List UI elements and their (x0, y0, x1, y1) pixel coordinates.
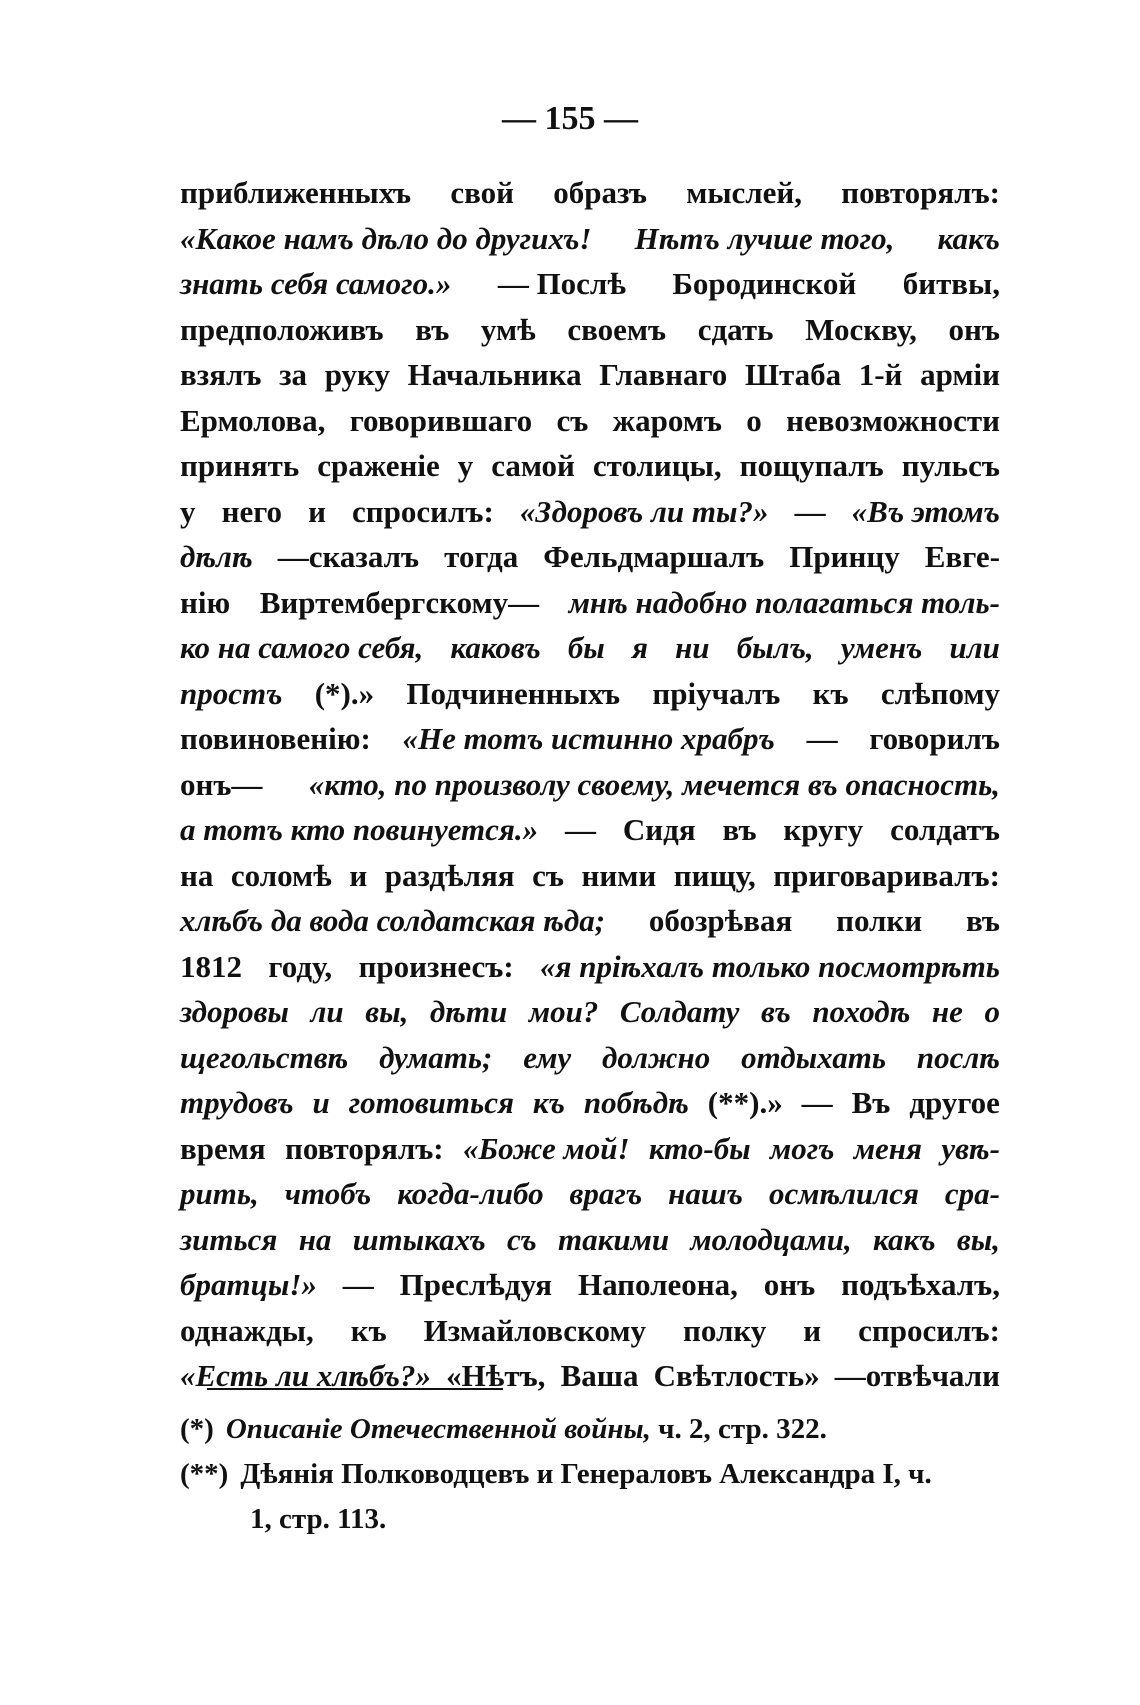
word: него (221, 493, 283, 529)
word: ему (523, 1039, 572, 1075)
word: другое (909, 1085, 1000, 1120)
word: — Послѣ (497, 266, 626, 301)
text-line (180, 489, 1000, 535)
word: Въ (851, 1085, 891, 1120)
word: Сидя (622, 812, 696, 847)
word: вы, (365, 994, 409, 1029)
text-line (180, 398, 1000, 444)
word: Москву, (805, 311, 917, 347)
word: съ (507, 1221, 537, 1257)
text-line (180, 898, 1000, 944)
word: невозможности (786, 402, 1000, 438)
word: кругу (783, 812, 864, 847)
word: въ (415, 311, 450, 347)
word: своемъ (567, 311, 667, 347)
word: «Въ этомъ (851, 493, 1000, 529)
word: Солдату (619, 994, 740, 1029)
word: ли (310, 994, 344, 1029)
text-line (180, 807, 1000, 853)
text-line (180, 443, 1000, 489)
word: чтобъ (284, 1176, 372, 1211)
word: Ермолова, (180, 402, 326, 438)
word: приговаривалъ: (773, 857, 1000, 893)
word: произнесъ: (358, 948, 514, 984)
word: сраженіе (317, 448, 440, 483)
word: 1-й (858, 357, 903, 392)
word: къ (812, 675, 849, 711)
word: Евге- (924, 539, 1000, 574)
word: увѣ- (941, 1130, 1000, 1166)
word: или (949, 630, 1000, 665)
word: подъѣхалъ, (841, 1267, 1000, 1302)
word: приближенныхъ (180, 175, 412, 210)
word: онъ (948, 311, 1000, 347)
word: о (984, 994, 1000, 1029)
word: предположивъ (180, 311, 384, 347)
word: —сказалъ (277, 539, 420, 574)
word: пульсъ (901, 448, 1000, 483)
word: «я пріѣхалъ только посмотрѣть (540, 948, 1000, 984)
word: Преслѣдуя (399, 1267, 553, 1302)
word: полки (836, 903, 923, 938)
word: Ваша (560, 1358, 639, 1393)
word: и (312, 1085, 330, 1120)
text-line (180, 944, 1000, 990)
word: —отвѣчали (834, 1358, 1000, 1393)
word: и (803, 1312, 822, 1348)
text-line (180, 853, 1000, 899)
text-line (180, 671, 1000, 717)
text-line (180, 1308, 1000, 1354)
word: былъ, (736, 630, 814, 665)
word: къ (350, 1312, 387, 1348)
text-line (180, 1262, 1000, 1308)
text-line (180, 1171, 1000, 1217)
word: — (794, 493, 826, 529)
word: и (308, 493, 326, 529)
word: Бородинской (672, 266, 857, 301)
word: въ (761, 994, 791, 1029)
word: здоровы (180, 994, 289, 1029)
text-line (180, 580, 1000, 626)
word: Фельдмаршалъ (543, 539, 765, 574)
word: врагъ (569, 1176, 643, 1211)
word: повторялъ: (841, 175, 1000, 210)
footnote-text: ч. 2, стр. 322. (650, 1413, 827, 1445)
word: къ (532, 1085, 565, 1120)
text-line (180, 1353, 1000, 1399)
word: — (801, 1085, 833, 1120)
word: повторялъ: (284, 1130, 444, 1166)
word: я (631, 630, 648, 665)
word: «Не тотъ истинно храбръ (402, 721, 775, 756)
word: Принцу (789, 539, 900, 574)
word: Свѣтлость» (653, 1358, 820, 1393)
word: трудовъ (180, 1085, 294, 1120)
word: «Есть ли хлѣбъ?» (180, 1358, 431, 1393)
word: вы, (956, 1221, 1000, 1257)
word: Наполеона, (577, 1267, 738, 1302)
word: Начальника (407, 357, 582, 392)
word: съ (532, 857, 564, 893)
word: сра- (944, 1176, 1000, 1211)
word: арміи (920, 357, 1000, 392)
word: говорившаго (349, 402, 533, 438)
word: спросилъ: (858, 1312, 1000, 1348)
word: «Боже мой! (462, 1130, 630, 1166)
text-line (180, 534, 1000, 580)
word: взялъ (180, 357, 262, 392)
word: «Здоровъ ли ты?» (519, 493, 769, 529)
word: за (279, 357, 308, 392)
word: могъ (769, 1130, 835, 1166)
word: съ (556, 402, 589, 438)
footnote-divider (207, 1388, 503, 1390)
word: Штаба (744, 357, 842, 392)
word: сдать (697, 311, 774, 347)
word: столицы, (592, 448, 722, 483)
word: щегольствѣ (180, 1039, 349, 1075)
word: Измайловскому (423, 1312, 647, 1348)
word: соломѣ (230, 857, 332, 893)
text-line (180, 1126, 1000, 1172)
word: дѣлѣ (180, 539, 253, 574)
footnotes (180, 1407, 1000, 1542)
word: бы (567, 630, 605, 665)
text-line (180, 1080, 1000, 1126)
word: пріучалъ (652, 675, 781, 711)
text-line (180, 1217, 1000, 1263)
word: говорилъ (869, 721, 1000, 756)
word: ни (675, 630, 710, 665)
word: уменъ (840, 630, 923, 665)
word: простъ (180, 675, 283, 711)
word: должно (602, 1039, 711, 1075)
word: думать; (379, 1039, 493, 1075)
text-line (180, 1035, 1000, 1081)
word: слѣпому (880, 675, 1000, 711)
word: «Нѣтъ, (446, 1358, 546, 1393)
word: самой (491, 448, 575, 483)
word: умѣ (480, 311, 536, 347)
word: однажды, (180, 1312, 314, 1348)
footnote-mark: (**) (180, 1458, 229, 1490)
word: руку (324, 357, 390, 392)
text-line (180, 307, 1000, 353)
word: у (180, 493, 196, 529)
word: мнѣ надобно полагаться толь- (568, 584, 1000, 620)
word: 1812 (180, 948, 242, 984)
text-line (180, 762, 1000, 808)
word: на (180, 857, 214, 893)
word: готовиться (348, 1085, 514, 1120)
word: время (180, 1130, 266, 1166)
word: въ (722, 812, 757, 847)
word: побѣдѣ (583, 1085, 689, 1120)
word: спросилъ: (352, 493, 494, 529)
word: Нѣтъ лучше того, (634, 220, 895, 256)
text-line (180, 352, 1000, 398)
word: онъ— (180, 766, 263, 802)
word: въ (965, 903, 1000, 938)
text-line (180, 989, 1000, 1035)
text-line (180, 261, 1000, 307)
word: какъ (873, 1221, 936, 1257)
body-text (180, 170, 1000, 1399)
word: и (349, 857, 368, 893)
footnote-continuation: 1, стр. 113. (250, 1503, 387, 1535)
word: мыслей, (686, 175, 803, 210)
footnote-mark: (*) (180, 1413, 214, 1445)
word: знать себя самого.» (180, 266, 452, 301)
word: (*).» (314, 675, 375, 711)
footnote (180, 1452, 1000, 1497)
word: братцы!» (180, 1267, 317, 1302)
word: пищу, (673, 857, 756, 893)
word: пощупалъ (739, 448, 884, 483)
word: году, (268, 948, 333, 984)
word: — (565, 812, 597, 847)
word: когда-либо (397, 1176, 544, 1211)
word: (**).» (707, 1085, 783, 1120)
word: Виртембергскому— (259, 584, 540, 620)
word: раздѣляя (384, 857, 515, 893)
word: зиться (180, 1221, 278, 1257)
word: нію (180, 584, 231, 620)
text-line (180, 170, 1000, 216)
word: рить, (180, 1176, 259, 1211)
word: — (342, 1267, 374, 1302)
word: повиновенію: (180, 721, 371, 756)
word: солдатъ (890, 812, 1000, 847)
page-number: — 155 — (502, 100, 638, 137)
word: отдыхать (741, 1039, 887, 1075)
word: «Какое намъ дѣло до другихъ! (180, 220, 592, 256)
word: нашъ (668, 1176, 744, 1211)
word: принять (180, 448, 300, 483)
word: каковъ (450, 630, 541, 665)
word: дѣти (429, 994, 508, 1029)
word: жаромъ (612, 402, 722, 438)
word: битвы, (902, 266, 1000, 301)
word: кто-бы (648, 1130, 751, 1166)
word: образъ (553, 175, 647, 210)
word: осмѣлился (768, 1176, 919, 1211)
footnote-text: Дѣянія Полководцевъ и Генераловъ Александра I, ч. (240, 1458, 932, 1490)
word: а тотъ кто повинуется.» (180, 812, 539, 847)
word: мои? (528, 994, 599, 1029)
word: свой (450, 175, 514, 210)
word: обозрѣвая (648, 903, 793, 938)
word: штыкахъ (352, 1221, 486, 1257)
word: Подчиненныхъ (406, 675, 621, 711)
word: полку (683, 1312, 767, 1348)
word: «кто, по произволу своему, мечется въ опасность, (308, 766, 1000, 802)
word: хлѣбъ да вода солдатская ѣда; (180, 903, 606, 938)
word: тогда (444, 539, 519, 574)
word: не (931, 994, 963, 1029)
word: Главнаго (599, 357, 728, 392)
word: послѣ (916, 1039, 1000, 1075)
word: молодцами, (690, 1221, 852, 1257)
word: онъ (763, 1267, 816, 1302)
word: о (746, 402, 762, 438)
word: ними (581, 857, 657, 893)
word: какъ (937, 220, 1000, 256)
footnote (180, 1407, 1000, 1452)
text-line (180, 625, 1000, 671)
text-line (180, 216, 1000, 262)
text-line (180, 716, 1000, 762)
word: у (457, 448, 474, 483)
word: на (298, 1221, 332, 1257)
word: меня (853, 1130, 922, 1166)
word: — (806, 721, 838, 756)
footnote-text: Описаніе Отечественной войны, (225, 1413, 651, 1445)
word: ко на самого себя, (180, 630, 424, 665)
word: такими (558, 1221, 670, 1257)
word: походѣ (812, 994, 911, 1029)
